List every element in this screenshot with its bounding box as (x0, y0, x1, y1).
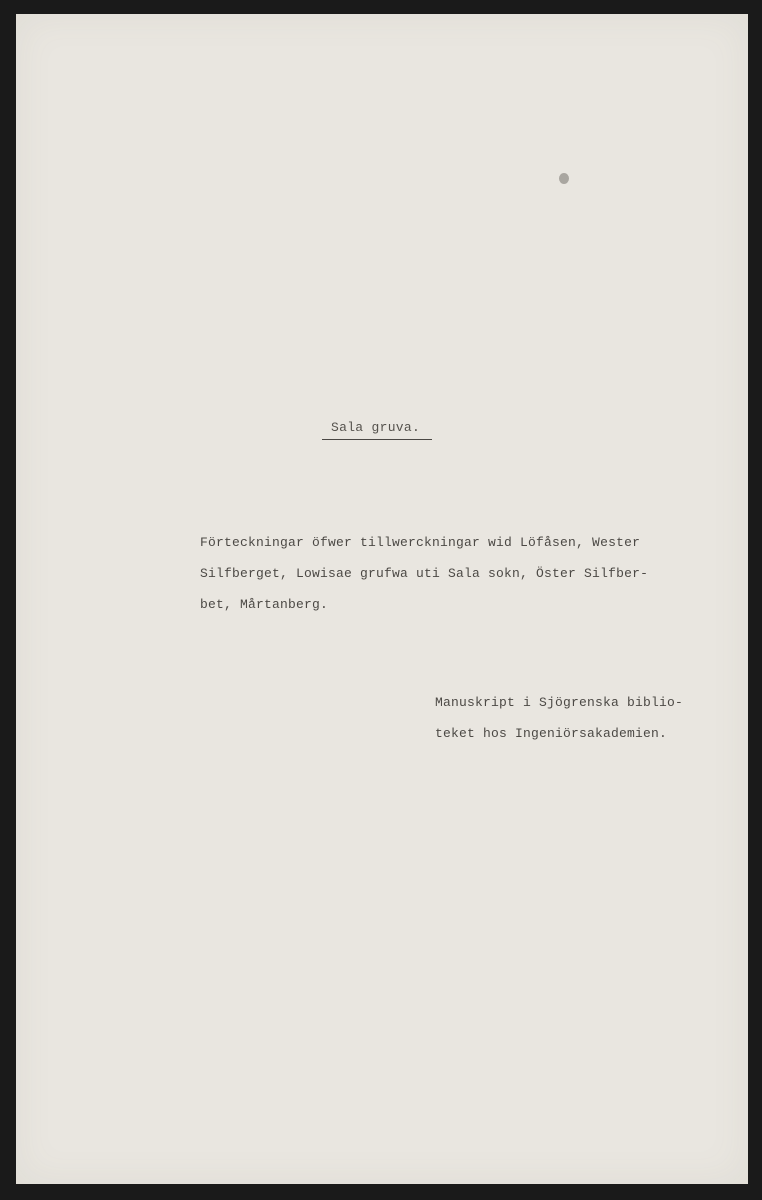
paper-spot (559, 173, 569, 184)
body-line: Förteckningar öfwer tillwerckningar wid Löfåsen, Wester (200, 535, 641, 550)
body-line: Silfberget, Lowisae grufwa uti Sala sokn, Öster Silfber- (200, 566, 649, 581)
note-line: Manuskript i Sjögrenska biblio- (435, 695, 684, 710)
body-line: bet, Mårtanberg. (200, 597, 329, 612)
title-underline (322, 439, 432, 440)
document-page (16, 14, 748, 1184)
source-note (435, 687, 735, 749)
note-line: teket hos Ingeniörsakademien. (435, 726, 668, 741)
page-title: Sala gruva. (331, 420, 421, 435)
body-paragraph (200, 527, 670, 620)
